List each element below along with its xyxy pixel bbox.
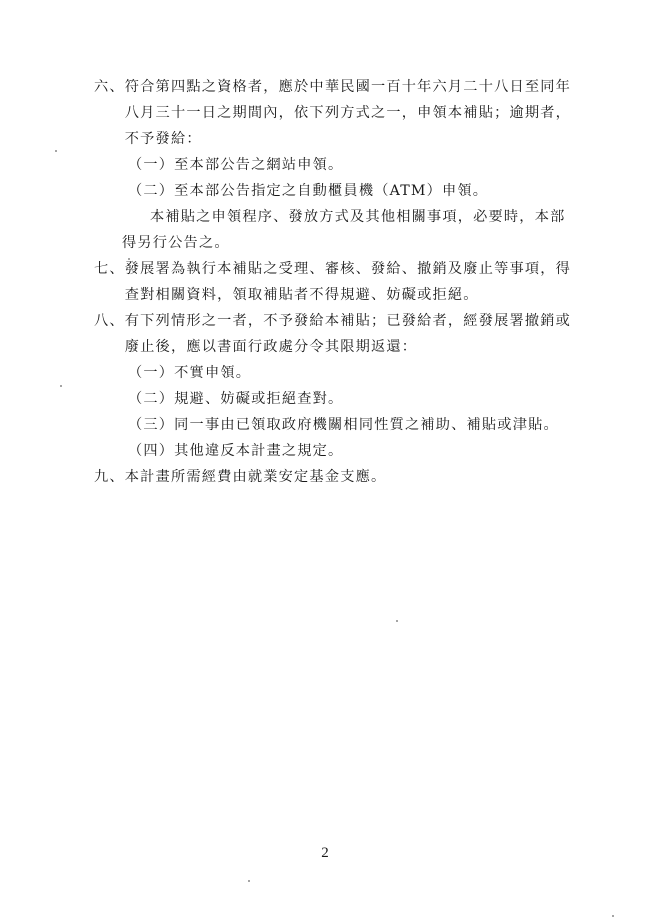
- sub-item: （二）至本部公告指定之自動櫃員機（ATM）申領。: [128, 183, 489, 199]
- clause-line: 不予發給：: [124, 131, 202, 147]
- clause-text: [125, 74, 594, 152]
- clause-number: 七、: [94, 261, 125, 277]
- clause-line: 有下列情形之一者，不予發給本補貼；已發給者，經發展署撤銷或: [124, 313, 572, 329]
- scan-speck: [612, 915, 614, 917]
- scan-speck: [396, 620, 398, 622]
- sub-item: （一）至本部公告之網站申領。: [128, 157, 344, 173]
- scan-speck: [248, 880, 250, 882]
- clause-line: 廢止後，應以書面行政處分令其限期返還：: [124, 339, 418, 355]
- page-number: 2: [321, 845, 329, 861]
- sub-item: （四）其他違反本計畫之規定。: [128, 443, 344, 459]
- clause-6: [94, 74, 594, 152]
- paragraph-line: 本補貼之申領程序、發放方式及其他相關事項，必要時，本部: [150, 209, 566, 225]
- clause-line: 八月三十一日之期間內，依下列方式之一，申領本補貼；逾期者，: [124, 105, 572, 121]
- clause-line: 符合第四點之資格者，應於中華民國一百十年六月二十八日至同年: [124, 79, 572, 95]
- scan-speck: [60, 385, 62, 387]
- clause-text: [125, 308, 594, 360]
- clause-text: [125, 256, 594, 308]
- clause-number: 八、: [94, 313, 125, 329]
- scan-speck: [55, 150, 57, 152]
- clause-line: 發展署為執行本補貼之受理、審核、發給、撤銷及廢止等事項，得: [124, 261, 572, 277]
- scan-speck: [128, 258, 130, 260]
- clause-number: 九、: [94, 469, 125, 485]
- clause-9: [94, 464, 594, 490]
- clause-line: 查對相關資料，領取補貼者不得規避、妨礙或拒絕。: [124, 287, 479, 303]
- sub-item: （二）規避、妨礙或拒絕查對。: [128, 391, 344, 407]
- paragraph-line: 得另行公告之。: [122, 235, 230, 251]
- clause-line: 本計畫所需經費由就業安定基金支應。: [124, 469, 387, 485]
- clause-7: [94, 256, 594, 308]
- clause-8: [94, 308, 594, 360]
- clause-number: 六、: [94, 79, 125, 95]
- document-body: [94, 74, 594, 490]
- sub-item: （三）同一事由已領取政府機關相同性質之補助、補貼或津貼。: [128, 417, 559, 433]
- sub-item: （一）不實申領。: [128, 365, 252, 381]
- clause-text: [125, 464, 594, 490]
